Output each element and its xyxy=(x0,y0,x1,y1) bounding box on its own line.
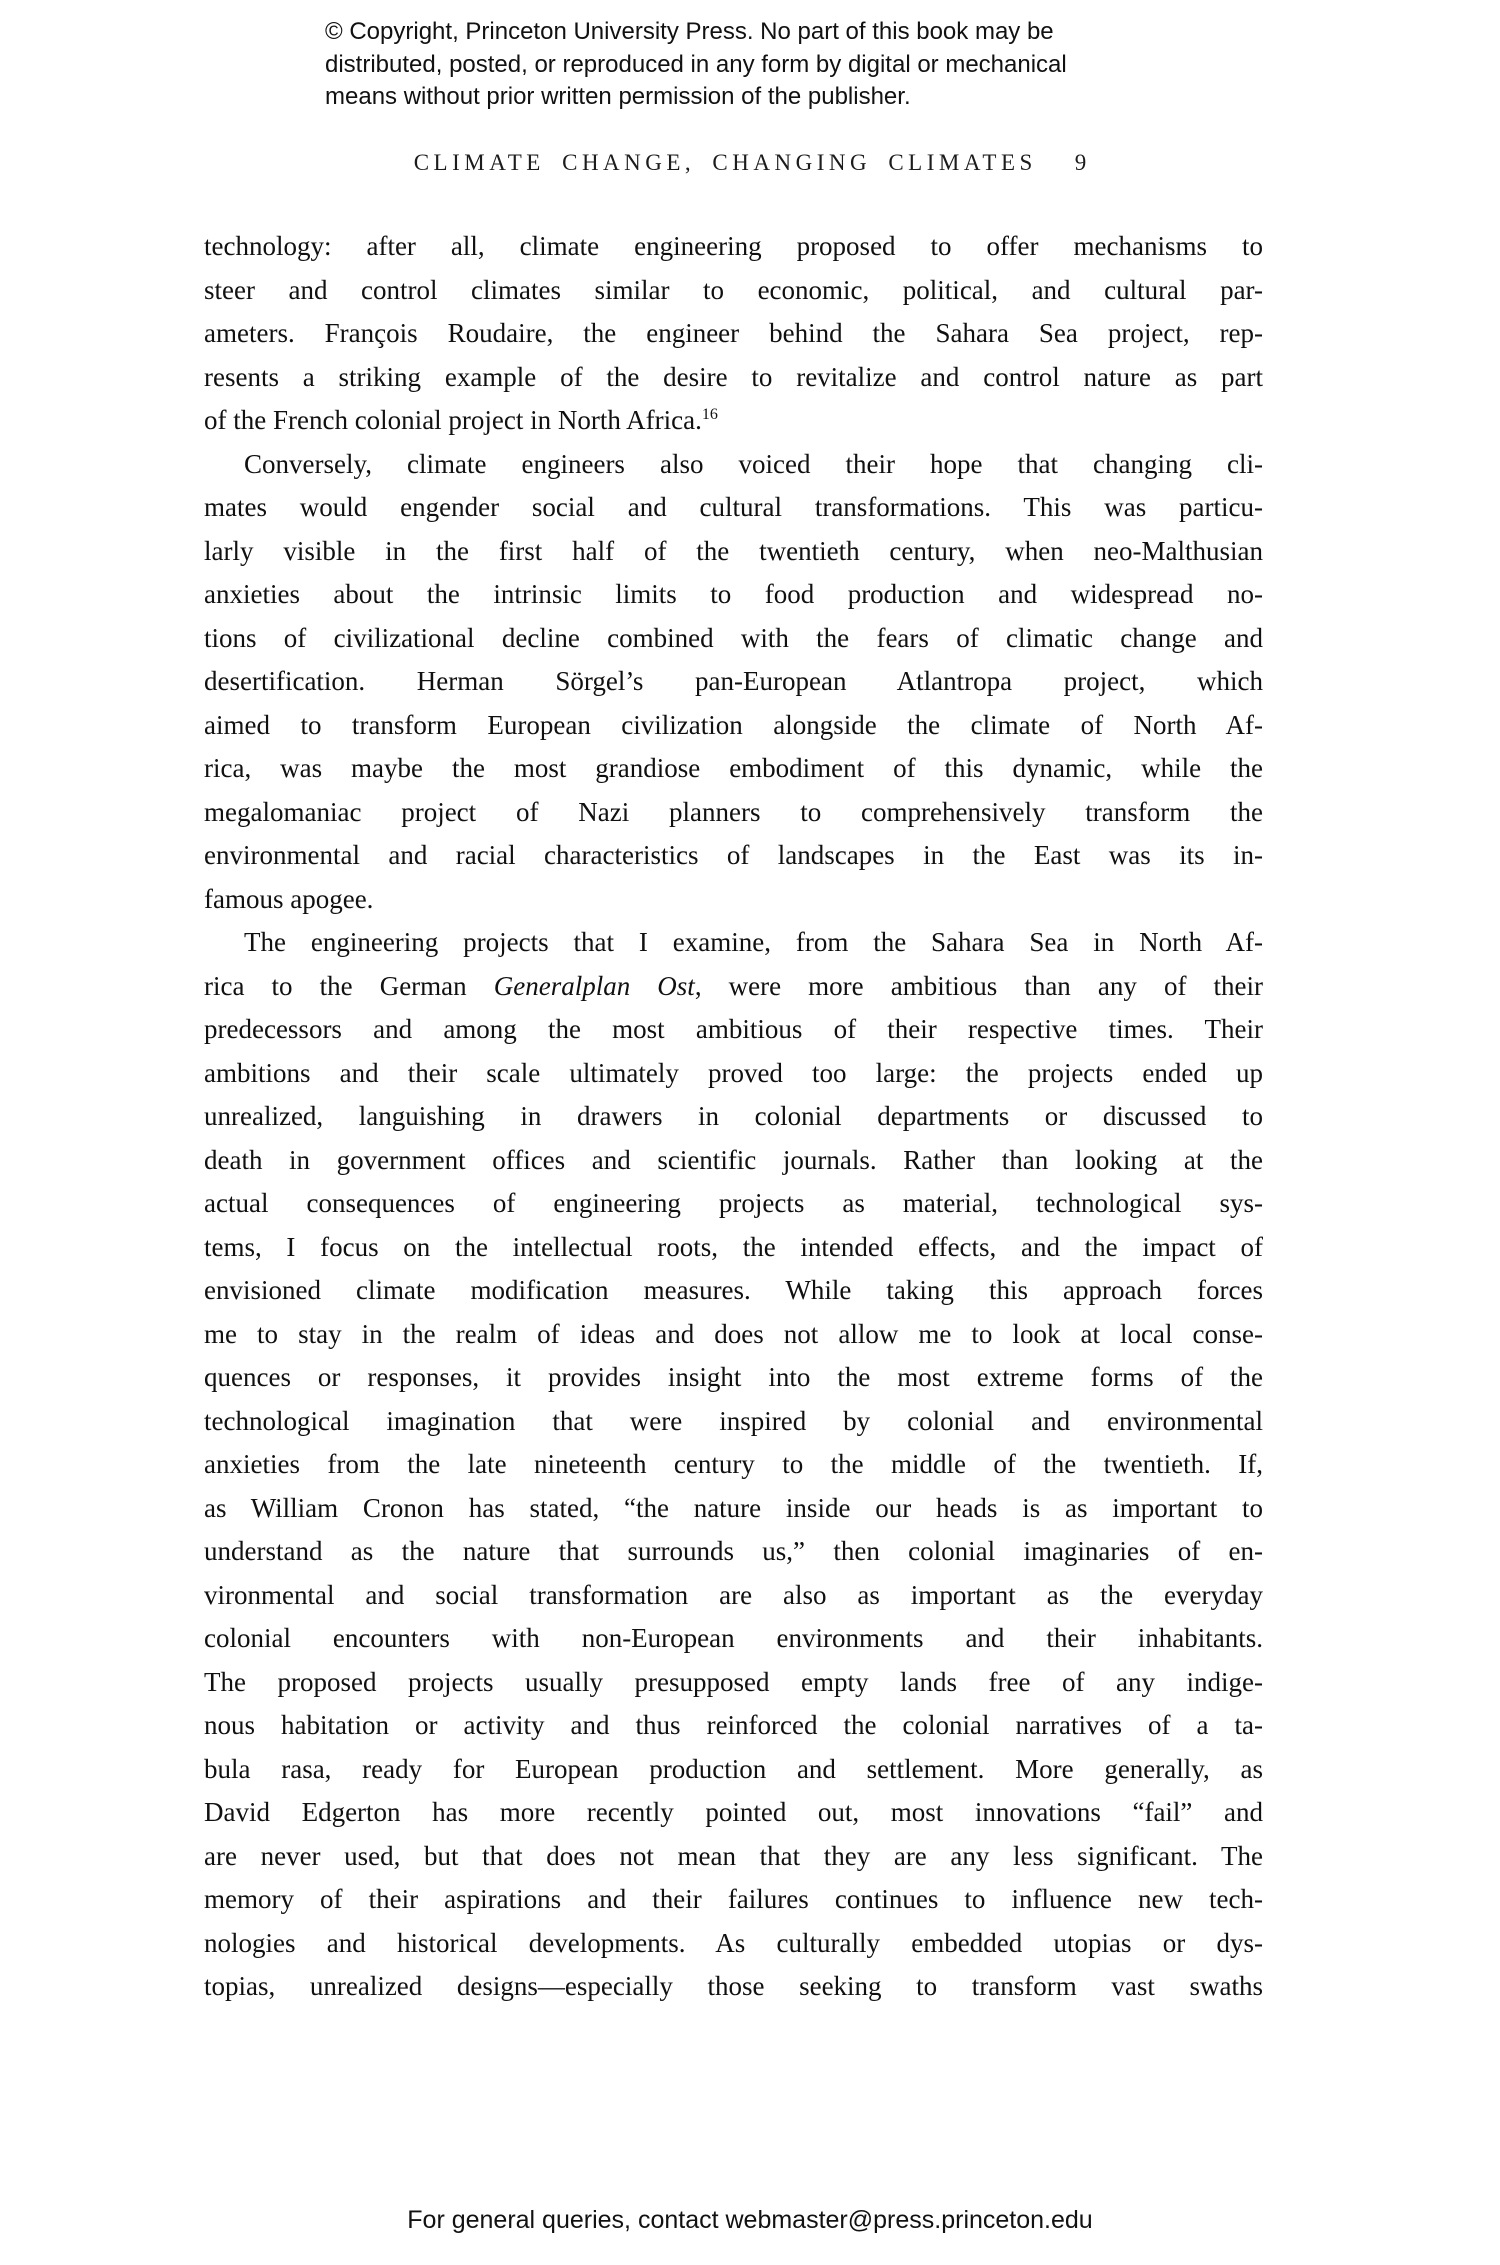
body-line: colonial encounters with non-European environments and their inhabitants. xyxy=(204,1623,1263,1653)
body-line: The engineering projects that I examine, from the Sahara Sea in North Af- xyxy=(244,927,1263,957)
body-line: understand as the nature that surrounds us,” then colonial imaginaries of en- xyxy=(204,1536,1263,1566)
running-header-title: CLIMATE CHANGE, CHANGING CLIMATES xyxy=(413,150,1037,175)
body-line: vironmental and social transformation are also as important as the everyday xyxy=(204,1579,1263,1610)
body-line: me to stay in the realm of ideas and does not allow me to look at local conse- xyxy=(204,1318,1263,1349)
body-line: quences or responses, it provides insight into the most extreme forms of the xyxy=(204,1362,1263,1392)
body-line: actual consequences of engineering projects as material, technological sys- xyxy=(204,1188,1263,1218)
body-line: megalomaniac project of Nazi planners to comprehensively transform the xyxy=(204,796,1263,827)
body-line: death in government offices and scientific journals. Rather than looking at the xyxy=(204,1144,1263,1175)
body-line: anxieties about the intrinsic limits to food production and widespread no- xyxy=(204,579,1263,609)
body-line: steer and control climates similar to economic, political, and cultural par- xyxy=(204,274,1263,305)
body-line: tions of civilizational decline combined with the fears of climatic change and xyxy=(204,622,1263,653)
footer-text: For general queries, contact webmaster@press.princeton.edu xyxy=(407,2206,1093,2234)
body-line: topias, unrealized designs—especially those seeking to transform vast swaths xyxy=(204,1971,1263,2001)
body-line: ameters. François Roudaire, the engineer behind the Sahara Sea project, rep- xyxy=(204,318,1263,348)
body-line: as William Cronon has stated, “the nature inside our heads is as important to xyxy=(204,1492,1263,1523)
copyright-line: distributed, posted, or reproduced in any form by digital or mechanical xyxy=(325,50,1067,78)
body-line: mates would engender social and cultural transformations. This was particu- xyxy=(204,492,1263,522)
copyright-line: means without prior written permission of the publisher. xyxy=(325,83,911,110)
body-text xyxy=(204,225,1263,2009)
body-line: desertification. Herman Sörgel’s pan-European Atlantropa project, which xyxy=(204,666,1263,696)
footer-query-line xyxy=(0,2206,1500,2235)
body-line: envisioned climate modification measures. While taking this approach forces xyxy=(204,1275,1263,1305)
body-line: unrealized, languishing in drawers in colonial departments or discussed to xyxy=(204,1101,1263,1131)
body-line: nous habitation or activity and thus reinforced the colonial narratives of a ta- xyxy=(204,1710,1263,1740)
body-line: Conversely, climate engineers also voiced their hope that changing cli- xyxy=(244,448,1263,479)
body-paragraph xyxy=(204,921,1263,2009)
body-line: technology: after all, climate engineering proposed to offer mechanisms to xyxy=(204,231,1263,261)
body-line: The proposed projects usually presupposed empty lands free of any indige- xyxy=(204,1666,1263,1697)
body-paragraph xyxy=(204,443,1263,922)
body-line: technological imagination that were inspired by colonial and environmental xyxy=(204,1405,1263,1436)
copyright-line: © Copyright, Princeton University Press. No part of this book may be xyxy=(325,18,1054,45)
body-line: ambitions and their scale ultimately proved too large: the projects ended up xyxy=(204,1057,1263,1088)
body-line: predecessors and among the most ambitious of their respective times. Their xyxy=(204,1014,1263,1044)
body-paragraph xyxy=(204,225,1263,443)
body-line: of the French colonial project in North Africa.$^{16}$ xyxy=(204,405,718,435)
body-line: are never used, but that does not mean that they are any less significant. The xyxy=(204,1840,1263,1871)
italic-text: Generalplan Ost xyxy=(493,970,695,1001)
body-line: larly visible in the first half of the twentieth century, when neo-Malthusian xyxy=(204,535,1263,566)
body-line: rica, was maybe the most grandiose embodiment of this dynamic, while the xyxy=(204,753,1263,783)
body-line: environmental and racial characteristics of landscapes in the East was its in- xyxy=(204,840,1263,870)
body-line: memory of their aspirations and their failures continues to influence new tech- xyxy=(204,1884,1263,1914)
body-line: anxieties from the late nineteenth century to the middle of the twentieth. If, xyxy=(204,1449,1263,1479)
body-line: famous apogee. xyxy=(204,883,374,914)
body-line: nologies and historical developments. As culturally embedded utopias or dys- xyxy=(204,1927,1263,1958)
copyright-notice xyxy=(325,16,1067,114)
page-number: 9 xyxy=(1074,150,1087,175)
body-line: resents a striking example of the desire to revitalize and control nature as part xyxy=(204,361,1263,392)
body-line: rica to the German Generalplan Ost, were more ambitious than any of their xyxy=(204,970,1264,1001)
running-header xyxy=(0,150,1500,176)
body-line: bula rasa, ready for European production and settlement. More generally, as xyxy=(204,1753,1263,1784)
body-line: David Edgerton has more recently pointed out, most innovations “fail” and xyxy=(204,1797,1263,1827)
footnote-reference: 16 xyxy=(701,406,718,423)
body-line: tems, I focus on the intellectual roots, the intended effects, and the impact of xyxy=(204,1231,1263,1262)
body-line: aimed to transform European civilization alongside the climate of North Af- xyxy=(204,709,1263,740)
